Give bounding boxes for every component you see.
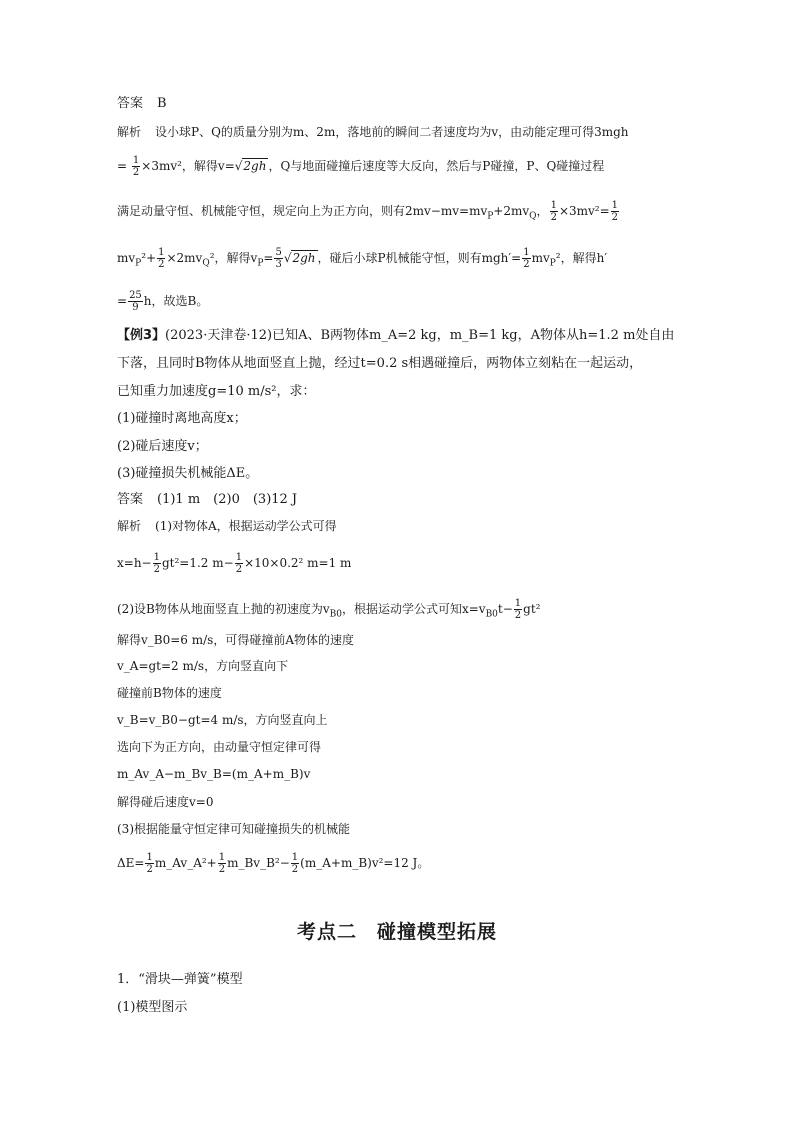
- text-seg: t−: [497, 602, 513, 616]
- numerator: 1: [523, 247, 530, 258]
- text-seg: gt²: [523, 602, 541, 616]
- text-seg: gt²=1.2 m−: [161, 556, 234, 570]
- text-seg: (2023·天津卷·12)已知A、B两物体m_A=2 kg，m_B=1 kg，A物体从h=1.2 m处自由: [165, 328, 675, 343]
- analysis3-line-7: v_B=v_B0−gt=4 m/s，方向竖直向上: [117, 713, 328, 727]
- analysis3-line-3: [117, 598, 541, 624]
- denominator: 2: [291, 864, 299, 875]
- fraction: [235, 552, 243, 575]
- denominator: 2: [153, 564, 160, 575]
- analysis-line-4: $mv_P^2+$ $\frac{1}{2}$ $\times 2mv_Q^2$，解得$v_P=$ $\frac{5}{3}$ √2gh ，碰后小球P机械能守恒，则有mgh′= $\frac{1}{2}$ $mv_P^2$，解得h′: [117, 247, 608, 270]
- numerator: 1: [235, 552, 243, 563]
- denominator: 3: [275, 259, 282, 270]
- text-seg: x=h−: [117, 556, 152, 570]
- numerator: 5: [275, 247, 282, 258]
- fraction: [522, 247, 530, 270]
- numerator: 1: [158, 247, 165, 258]
- item-subtitle: (1)模型图示: [117, 1000, 188, 1015]
- text-seg: ²，解得h′: [555, 251, 608, 265]
- text-seg: +2mv: [493, 204, 530, 218]
- sqrt-content: 2gh: [243, 159, 267, 173]
- text-seg: 满足动量守恒、机械能守恒，规定向上为正方向，则有2mv−mv=mv: [117, 204, 488, 218]
- fraction: [274, 247, 282, 270]
- analysis-label: 解析: [117, 519, 142, 533]
- numerator: 1: [550, 200, 557, 211]
- text-seg: ，Q与地面碰撞后速度等大反向，然后与P碰撞，P、Q碰撞过程: [268, 159, 605, 173]
- example-tag: 【例3】: [117, 328, 166, 343]
- text-seg: ΔE=: [117, 856, 145, 870]
- analysis-line-3: [117, 200, 620, 226]
- numerator: 1: [146, 852, 153, 863]
- text-seg: ，根据运动学公式可知x=v: [341, 602, 486, 616]
- text-seg: (m_A+m_B)v²=12 J。: [300, 856, 430, 870]
- analysis3-line-5: v_A=gt=2 m/s，方向竖直向下: [117, 659, 289, 673]
- subscript: Q: [202, 258, 210, 269]
- subscript: P: [487, 211, 494, 222]
- example-line-2: 下落，且同时B物体从地面竖直上抛，经过t=0.2 s相遇碰撞后，两物体立刻粘在一起运动，: [117, 356, 643, 371]
- text-seg: ，碰后小球P机械能守恒，则有mgh′=: [317, 251, 522, 265]
- denominator: 2: [514, 610, 522, 621]
- denominator: 2: [218, 864, 226, 875]
- analysis3-line-1: [117, 516, 337, 536]
- fraction: [218, 852, 226, 875]
- answer-line: [117, 94, 167, 114]
- analysis-line-1: [117, 122, 629, 142]
- analysis3-line-12: [117, 852, 429, 875]
- analysis-text: 设小球P、Q的质量分别为m、2m，落地前的瞬间二者速度均为v，由动能定理可得3mgh: [155, 125, 629, 139]
- text-seg: mv: [531, 251, 550, 265]
- text-seg: (2)设B物体从地面竖直上抛的初速度为v: [117, 602, 330, 616]
- fraction: [291, 852, 299, 875]
- question-1: (1)碰撞时离地高度x；: [117, 411, 247, 426]
- fraction: [157, 247, 165, 270]
- fraction: [153, 552, 161, 575]
- analysis3-line-9: m_Av_A−m_Bv_B=(m_A+m_B)v: [117, 767, 311, 781]
- analysis-line-5: [117, 290, 208, 313]
- fraction: [145, 852, 153, 875]
- analysis3-line-10: 解得碰后速度v=0: [117, 795, 214, 809]
- answer-line-3: [117, 490, 297, 510]
- denominator: 2: [235, 564, 243, 575]
- section-heading: 考点二 碰撞模型拓展: [296, 921, 497, 943]
- numerator: 1: [132, 155, 140, 166]
- analysis3-line-8: 选向下为正方向，由动量守恒定律可得: [117, 740, 322, 754]
- text-seg: h，故选B。: [143, 294, 209, 308]
- text-seg: ×2mv: [166, 251, 203, 265]
- subscript: Q: [529, 211, 537, 222]
- fraction: [128, 290, 143, 313]
- fraction: [611, 200, 619, 223]
- example-line-1: [117, 326, 674, 346]
- text-seg: =: [117, 294, 128, 308]
- analysis3-line-6: 碰撞前B物体的速度: [117, 686, 222, 700]
- numerator: 1: [218, 852, 226, 863]
- question-2: (2)碰后速度v；: [117, 439, 208, 454]
- text-seg: mv: [117, 251, 136, 265]
- answer-value: B: [157, 96, 167, 111]
- text-seg: ×10×0.2² m=1 m: [244, 556, 352, 570]
- analysis3-line-2: [117, 552, 351, 575]
- text-seg: (1)对物体A，根据运动学公式可得: [155, 519, 337, 533]
- text-seg: ，: [536, 204, 549, 218]
- fraction: [550, 200, 558, 223]
- example-line-3: 已知重力加速度g=10 m/s²，求：: [117, 384, 316, 399]
- fraction: [514, 598, 522, 621]
- denominator: 2: [158, 259, 165, 270]
- text-seg: ×3mv²，解得v=: [141, 159, 235, 173]
- denominator: 2: [611, 212, 619, 223]
- fraction: [132, 155, 140, 178]
- numerator: 1: [291, 852, 299, 863]
- subscript: P: [257, 258, 264, 269]
- subscript: B0: [485, 609, 498, 620]
- analysis-line-2: = $\frac{1}{2}$ ×3mv²，解得v=√2gh ，Q与地面碰撞后速度等大反向，然后与P碰撞，P、Q碰撞过程: [117, 155, 605, 178]
- analysis-label: 解析: [117, 125, 142, 139]
- denominator: 2: [146, 864, 153, 875]
- text-seg: =: [117, 159, 128, 173]
- text-seg: m_Bv_B²−: [227, 856, 290, 870]
- question-3: (3)碰撞损失机械能ΔE。: [117, 466, 259, 481]
- denominator: 2: [132, 167, 140, 178]
- subscript: P: [549, 258, 556, 269]
- denominator: 9: [132, 302, 139, 313]
- denominator: 2: [550, 212, 557, 223]
- denominator: 2: [523, 259, 530, 270]
- answer-label: 答案: [117, 492, 144, 507]
- answer-label: 答案: [117, 96, 144, 111]
- numerator: 1: [153, 552, 160, 563]
- item-title: 1．“滑块—弹簧”模型: [117, 972, 243, 987]
- text-seg: ×3mv²=: [558, 204, 610, 218]
- text-seg: =: [263, 251, 274, 265]
- text-seg: ²+: [141, 251, 157, 265]
- analysis3-line-11: (3)根据能量守恒定律可知碰撞损失的机械能: [117, 822, 350, 836]
- analysis3-line-4: 解得v_B0=6 m/s，可得碰撞前A物体的速度: [117, 633, 354, 647]
- numerator: 25: [129, 290, 142, 301]
- sqrt-content: 2gh: [292, 251, 316, 265]
- answer-value: (1)1 m (2)0 (3)12 J: [157, 492, 298, 507]
- subscript: B0: [329, 609, 342, 620]
- text-seg: ²，解得v: [209, 251, 258, 265]
- text-seg: m_Av_A²+: [154, 856, 217, 870]
- subscript: P: [135, 258, 142, 269]
- numerator: 1: [514, 598, 522, 609]
- numerator: 1: [611, 200, 619, 211]
